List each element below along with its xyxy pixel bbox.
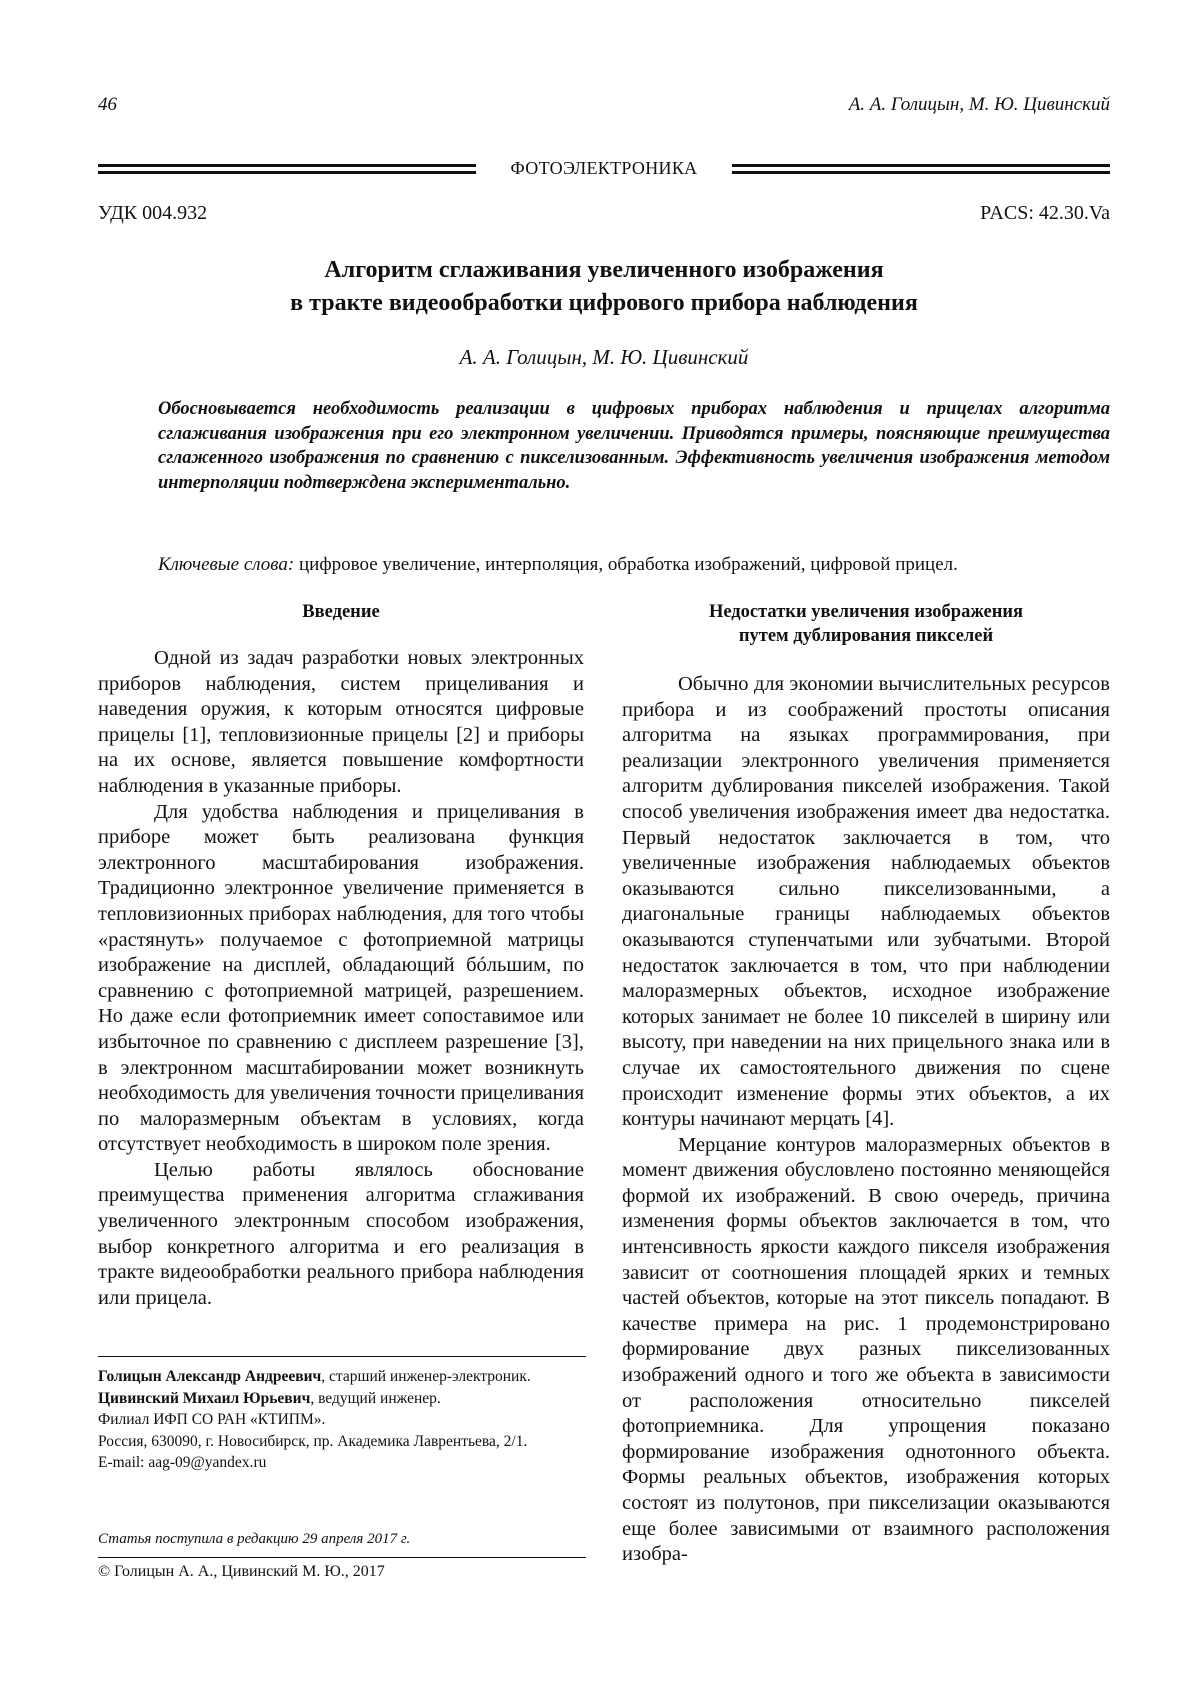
keywords-label: Ключевые слова: (158, 554, 295, 575)
right-column (622, 672, 1110, 1568)
author1-name: Голицын Александр Андреевич (98, 1368, 322, 1385)
left-column (98, 646, 584, 1311)
pacs-code: PACS: 42.30.Va (980, 202, 1110, 224)
running-head (98, 94, 1110, 118)
copyright-divider (98, 1557, 586, 1558)
copyright: © Голицын А. А., Цивинский М. Ю., 2017 (98, 1563, 385, 1580)
paragraph: Одной из задач разработки новых электронных приборов наблюдения, систем прицеливания и наведения оружия, к которым относятся цифровые прицелы [1], тепловизионные прицелы [2] и приборы на их основе, является повышение комфортности наблюдения в указанные приборы. (98, 647, 584, 797)
udk-code: УДК 004.932 (98, 202, 208, 224)
keywords (158, 553, 1110, 577)
running-authors: А. А. Голицын, М. Ю. Цивинский (848, 94, 1110, 115)
heading-line-2: путем дублирования пикселей (738, 626, 994, 646)
rubric-title: ФОТОЭЛЕКТРОНИКА (510, 158, 698, 178)
article-title (98, 254, 1110, 320)
received-date: Статья поступила в редакцию 29 апреля 2017 г. (98, 1531, 411, 1547)
author1-role: , старший инженер-электроник. (321, 1368, 531, 1385)
keywords-list: цифровое увеличение, интерполяция, обработка изображений, цифровой прицел. (294, 554, 958, 575)
address: Россия, 630090, г. Новосибирск, пр. Академика Лаврентьева, 2/1. (98, 1432, 528, 1450)
email: E-mail: aag-09@yandex.ru (98, 1454, 267, 1471)
page-number: 46 (98, 94, 117, 115)
paragraph: Обычно для экономии вычислительных ресурсов прибора и из соображений простоты описания алгоритма на языках программирования, при реализации электронного увеличения применяется алгоритм дублирования пикселей изображения. Такой способ увеличения изображения имеет два недостатка. Первый недостаток заключается в том, что увеличенные изображения наблюдаемых объектов оказываются сильно пикселизованными, а диагональные границы наблюдаемых объектов оказываются ступенчатыми или зубчатыми. Второй недостаток заключается в том, что при наблюдении малоразмерных объектов, исходное изображение которых занимает не более 10 пикселей в ширину или высоту, при наведении на них прицельного знака или в случае их самостоятельного движения по сцене происходит изменение формы этих объектов, а их контуры начинают мерцать [4]. (622, 673, 1110, 1131)
footnote-divider (98, 1356, 586, 1357)
title-line-2: в тракте видеообработки цифрового прибора наблюдения (290, 290, 918, 316)
article-authors: А. А. Голицын, М. Ю. Цивинский (459, 345, 749, 369)
affiliation: Филиал ИФП СО РАН «КТИПМ». (98, 1411, 326, 1428)
author-footnote (98, 1366, 584, 1474)
author2-role: , ведущий инженер. (310, 1389, 441, 1407)
abstract: Обосновывается необходимость реализации в цифровых приборах наблюдения и прицелах алгоритма сглаживания изображения при его электронном увеличении. Приводятся примеры, поясняющие преимущества сглаженного изображения по сравнению с пикселизованным. Эффективность увеличения изображения методом интерполяции подтверждена экспериментально. (158, 399, 1110, 493)
section-heading-introduction: Введение (302, 602, 380, 622)
author2-name: Цивинский Михаил Юрьевич (98, 1389, 311, 1407)
paragraph: Мерцание контуров малоразмерных объектов в момент движения обусловлено постоянно меняющейся формой их изображений. В свою очередь, причина изменения формы объектов заключается в том, что интенсивность яркости каждого пикселя изображения зависит от соотношения площадей ярких и темных частей объектов, которые на этот пиксель попадают. В качестве примера на рис. 1 продемонстрировано формирование двух разных пикселизованных изображений одного и того же объекта в зависимости от расположения относительно пикселей фотоприемника. Для упрощения показано формирование изображения однотонного объекта. Формы реальных объектов, изображения которых состоят из полутонов, при пикселизации оказываются еще более зависимыми от взаимного расположения изобра- (622, 1133, 1110, 1566)
title-line-1: Алгоритм сглаживания увеличенного изображения (324, 257, 884, 283)
section-heading-drawbacks (622, 600, 1110, 648)
paragraph: Для удобства наблюдения и прицеливания в приборе может быть реализована функция электронного масштабирования изображения. Традиционно электронное увеличение применяется в тепловизионных приборах наблюдения, для того чтобы «растянуть» получаемое с фотоприемной матрицы изображение на дисплей, обладающий бóльшим, по сравнению с фотоприемной матрицей, разрешением. Но даже если фотоприемник имеет сопоставимое или избыточное по сравнению с дисплеем разрешение [3], в электронном масштабировании может возникнуть необходимость для увеличения точности прицеливания по малоразмерным объектам в условиях, когда отсутствует необходимость в широком поле зрения. (98, 800, 584, 1156)
rubric-rule-right (732, 164, 1110, 174)
heading-line-1: Недостатки увеличения изображения (708, 602, 1024, 622)
paragraph: Целью работы являлось обоснование преимущества применения алгоритма сглаживания увеличенного электронным способом изображения, выбор конкретного алгоритма и его реализация в тракте видеообработки реального прибора наблюдения или прицела. (98, 1158, 584, 1309)
rubric-bar (98, 158, 1110, 184)
